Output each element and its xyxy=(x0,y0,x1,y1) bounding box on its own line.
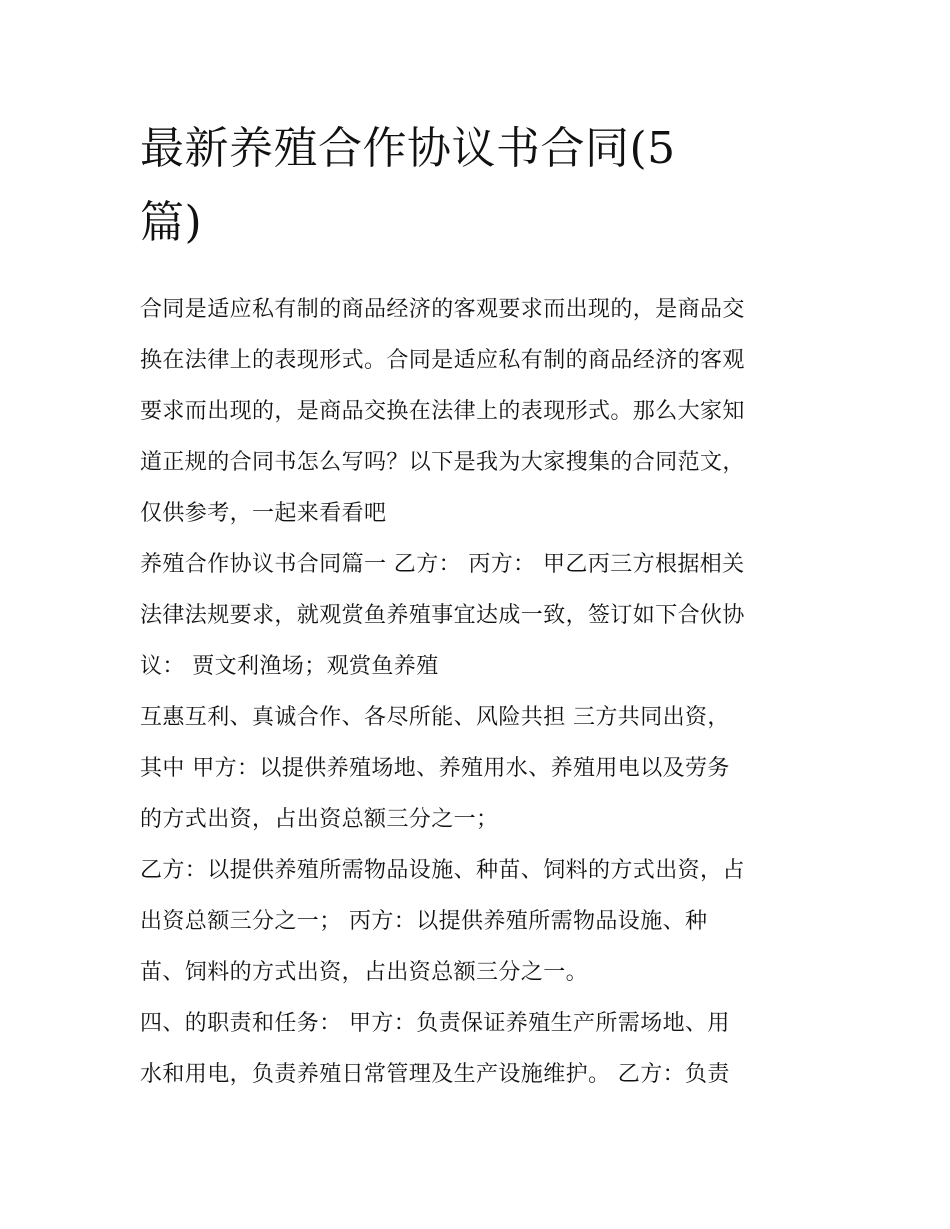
paragraph-intro xyxy=(140,284,820,539)
paragraph-parties xyxy=(140,539,820,692)
text-line: 法律法规要求，就观赏鱼养殖事宜达成一致，签订如下合伙协 xyxy=(140,603,745,628)
text-line: 换在法律上的表现形式。合同是适应私有制的商品经济的客观 xyxy=(140,348,745,373)
text-line: 出资总额三分之一； 丙方：以提供养殖所需物品设施、种 xyxy=(140,909,708,934)
text-line: 仅供参考，一起来看看吧 xyxy=(140,501,387,526)
paragraph-principles xyxy=(140,692,820,845)
title-line-1: 最新养殖合作协议书合同(5 xyxy=(140,123,676,174)
text-line: 要求而出现的，是商品交换在法律上的表现形式。那么大家知 xyxy=(140,399,745,424)
text-line: 合同是适应私有制的商品经济的客观要求而出现的，是商品交 xyxy=(140,297,745,322)
text-line: 四、的职责和任务： 甲方：负责保证养殖生产所需场地、用 xyxy=(140,1011,730,1036)
text-line: 养殖合作协议书合同篇一 乙方： 丙方： 甲乙丙三方根据相关 xyxy=(140,552,745,577)
text-line: 互惠互利、真诚合作、各尽所能、风险共担 三方共同出资， xyxy=(140,705,730,730)
text-line: 水和用电，负责养殖日常管理及生产设施维护。 乙方：负责 xyxy=(140,1062,730,1087)
text-line: 的方式出资，占出资总额三分之一； xyxy=(140,807,499,832)
paragraph-contributions xyxy=(140,845,820,998)
paragraph-duties xyxy=(140,998,820,1100)
document-title xyxy=(140,112,780,260)
text-line: 苗、饲料的方式出资，占出资总额三分之一。 xyxy=(140,960,589,985)
document-page xyxy=(140,112,820,1100)
text-line: 乙方：以提供养殖所需物品设施、种苗、饲料的方式出资，占 xyxy=(140,858,745,883)
text-line: 道正规的合同书怎么写吗？以下是我为大家搜集的合同范文， xyxy=(140,450,745,475)
text-line: 议： 贾文利渔场；观赏鱼养殖 xyxy=(140,654,439,679)
document-body xyxy=(140,284,820,1100)
text-line: 其中 甲方：以提供养殖场地、养殖用水、养殖用电以及劳务 xyxy=(140,756,730,781)
title-line-2: 篇) xyxy=(140,197,203,248)
